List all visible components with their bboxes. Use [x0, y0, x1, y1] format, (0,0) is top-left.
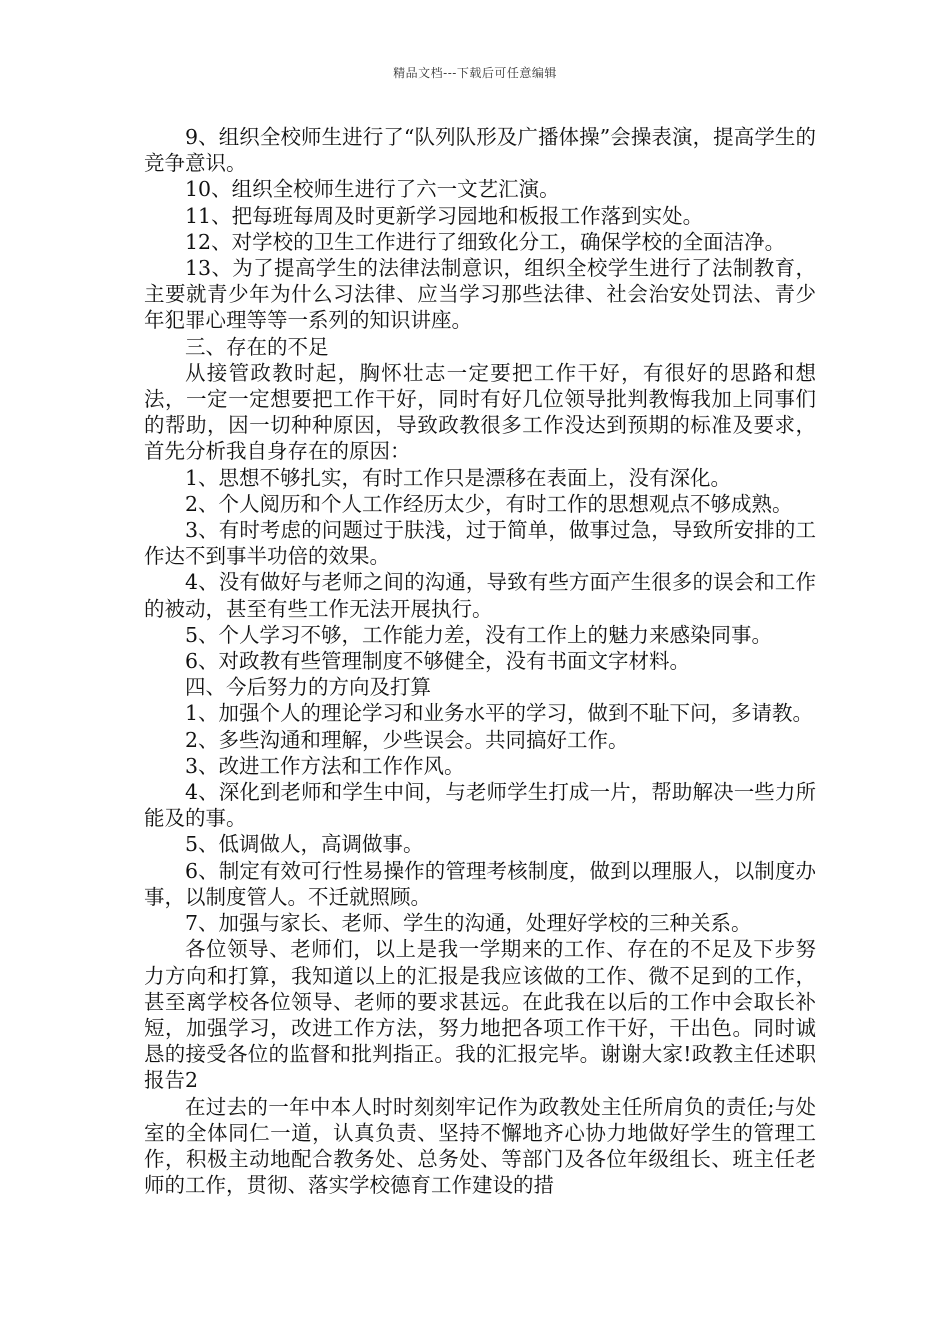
shortcoming-item-5: 5、个人学习不够，工作能力差，没有工作上的魅力来感染同事。 — [185, 622, 773, 647]
paragraph-item-11: 11、把每班每周及时更新学习园地和板报工作落到实处。 — [185, 203, 704, 228]
document-body — [144, 124, 816, 1198]
shortcoming-item-2: 2、个人阅历和个人工作经历太少，有时工作的思想观点不够成熟。 — [185, 491, 793, 516]
shortcoming-item-1: 1、思想不够扎实，有时工作只是漂移在表面上，没有深化。 — [185, 465, 732, 490]
plan-item-7: 7、加强与家长、老师、学生的沟通，处理好学校的三种关系。 — [185, 911, 752, 936]
paragraph-item-9: 9、组织全校师生进行了“队列队形及广播体操”会操表演，提高学生的竞争意识。 — [144, 125, 816, 176]
paragraph-shortcomings-intro: 从接管政教时起，胸怀壮志一定要把工作干好，有很好的思路和想法，一定一定想要把工作干好，同时有好几位领导批判教悔我加上同事们的帮助，因一切种种原因，导致政教很多工作没达到预期的标准及要求，首先分析我自身存在的原因： — [144, 360, 816, 464]
section-heading-shortcomings: 三、存在的不足 — [185, 334, 329, 359]
plan-item-5: 5、低调做人，高调做事。 — [185, 832, 424, 857]
page-header-watermark: 精品文档---下载后可任意编辑 — [393, 66, 557, 80]
plan-item-6: 6、制定有效可行性易操作的管理考核制度，做到以理服人，以制度办事，以制度管人。不迁就照顾。 — [144, 858, 816, 909]
paragraph-item-10: 10、组织全校师生进行了六一文艺汇演。 — [185, 177, 560, 202]
section-heading-future-plans: 四、今后努力的方向及打算 — [185, 675, 431, 700]
plan-item-3: 3、改进工作方法和工作作风。 — [185, 753, 465, 778]
paragraph-item-13: 13、为了提高学生的法律法制意识，组织全校学生进行了法制教育，主要就青少年为什么习法律、应当学习那些法律、社会治安处罚法、青少年犯罪心理等等一系列的知识讲座。 — [144, 256, 816, 333]
shortcoming-item-4: 4、没有做好与老师之间的沟通，导致有些方面产生很多的误会和工作的被动，甚至有些工作无法开展执行。 — [144, 570, 816, 621]
shortcoming-item-3: 3、有时考虑的问题过于肤浅，过于简单，做事过急，导致所安排的工作达不到事半功倍的效果。 — [144, 518, 816, 569]
plan-item-1: 1、加强个人的理论学习和业务水平的学习，做到不耻下问，多请教。 — [185, 701, 814, 726]
shortcoming-item-6: 6、对政教有些管理制度不够健全，没有书面文字材料。 — [185, 649, 691, 674]
plan-item-2: 2、多些沟通和理解，少些误会。共同搞好工作。 — [185, 727, 629, 752]
paragraph-conclusion: 各位领导、老师们，以上是我一学期来的工作、存在的不足及下步努力方向和打算，我知道以上的汇报是我应该做的工作、微不足到的工作，甚至离学校各位领导、老师的要求甚远。在此我在以后的工作中会取长补短，加强学习，改进工作方法，努力地把各项工作干好，干出色。同时诚恳的接受各位的监督和批判指正。我的汇报完毕。谢谢大家!政教主任述职报告2 — [144, 937, 816, 1093]
paragraph-item-12: 12、对学校的卫生工作进行了细致化分工，确保学校的全面洁净。 — [185, 229, 786, 254]
plan-item-4: 4、深化到老师和学生中间，与老师学生打成一片，帮助解决一些力所能及的事。 — [144, 780, 816, 831]
paragraph-report-2-intro: 在过去的一年中本人时时刻刻牢记作为政教处主任所肩负的责任;与处室的全体同仁一道，认真负责、坚持不懈地齐心协力地做好学生的管理工作，积极主动地配合教务处、总务处、等部门及各位年级组长、班主任老师的工作，贯彻、落实学校德育工作建设的措 — [144, 1094, 816, 1198]
